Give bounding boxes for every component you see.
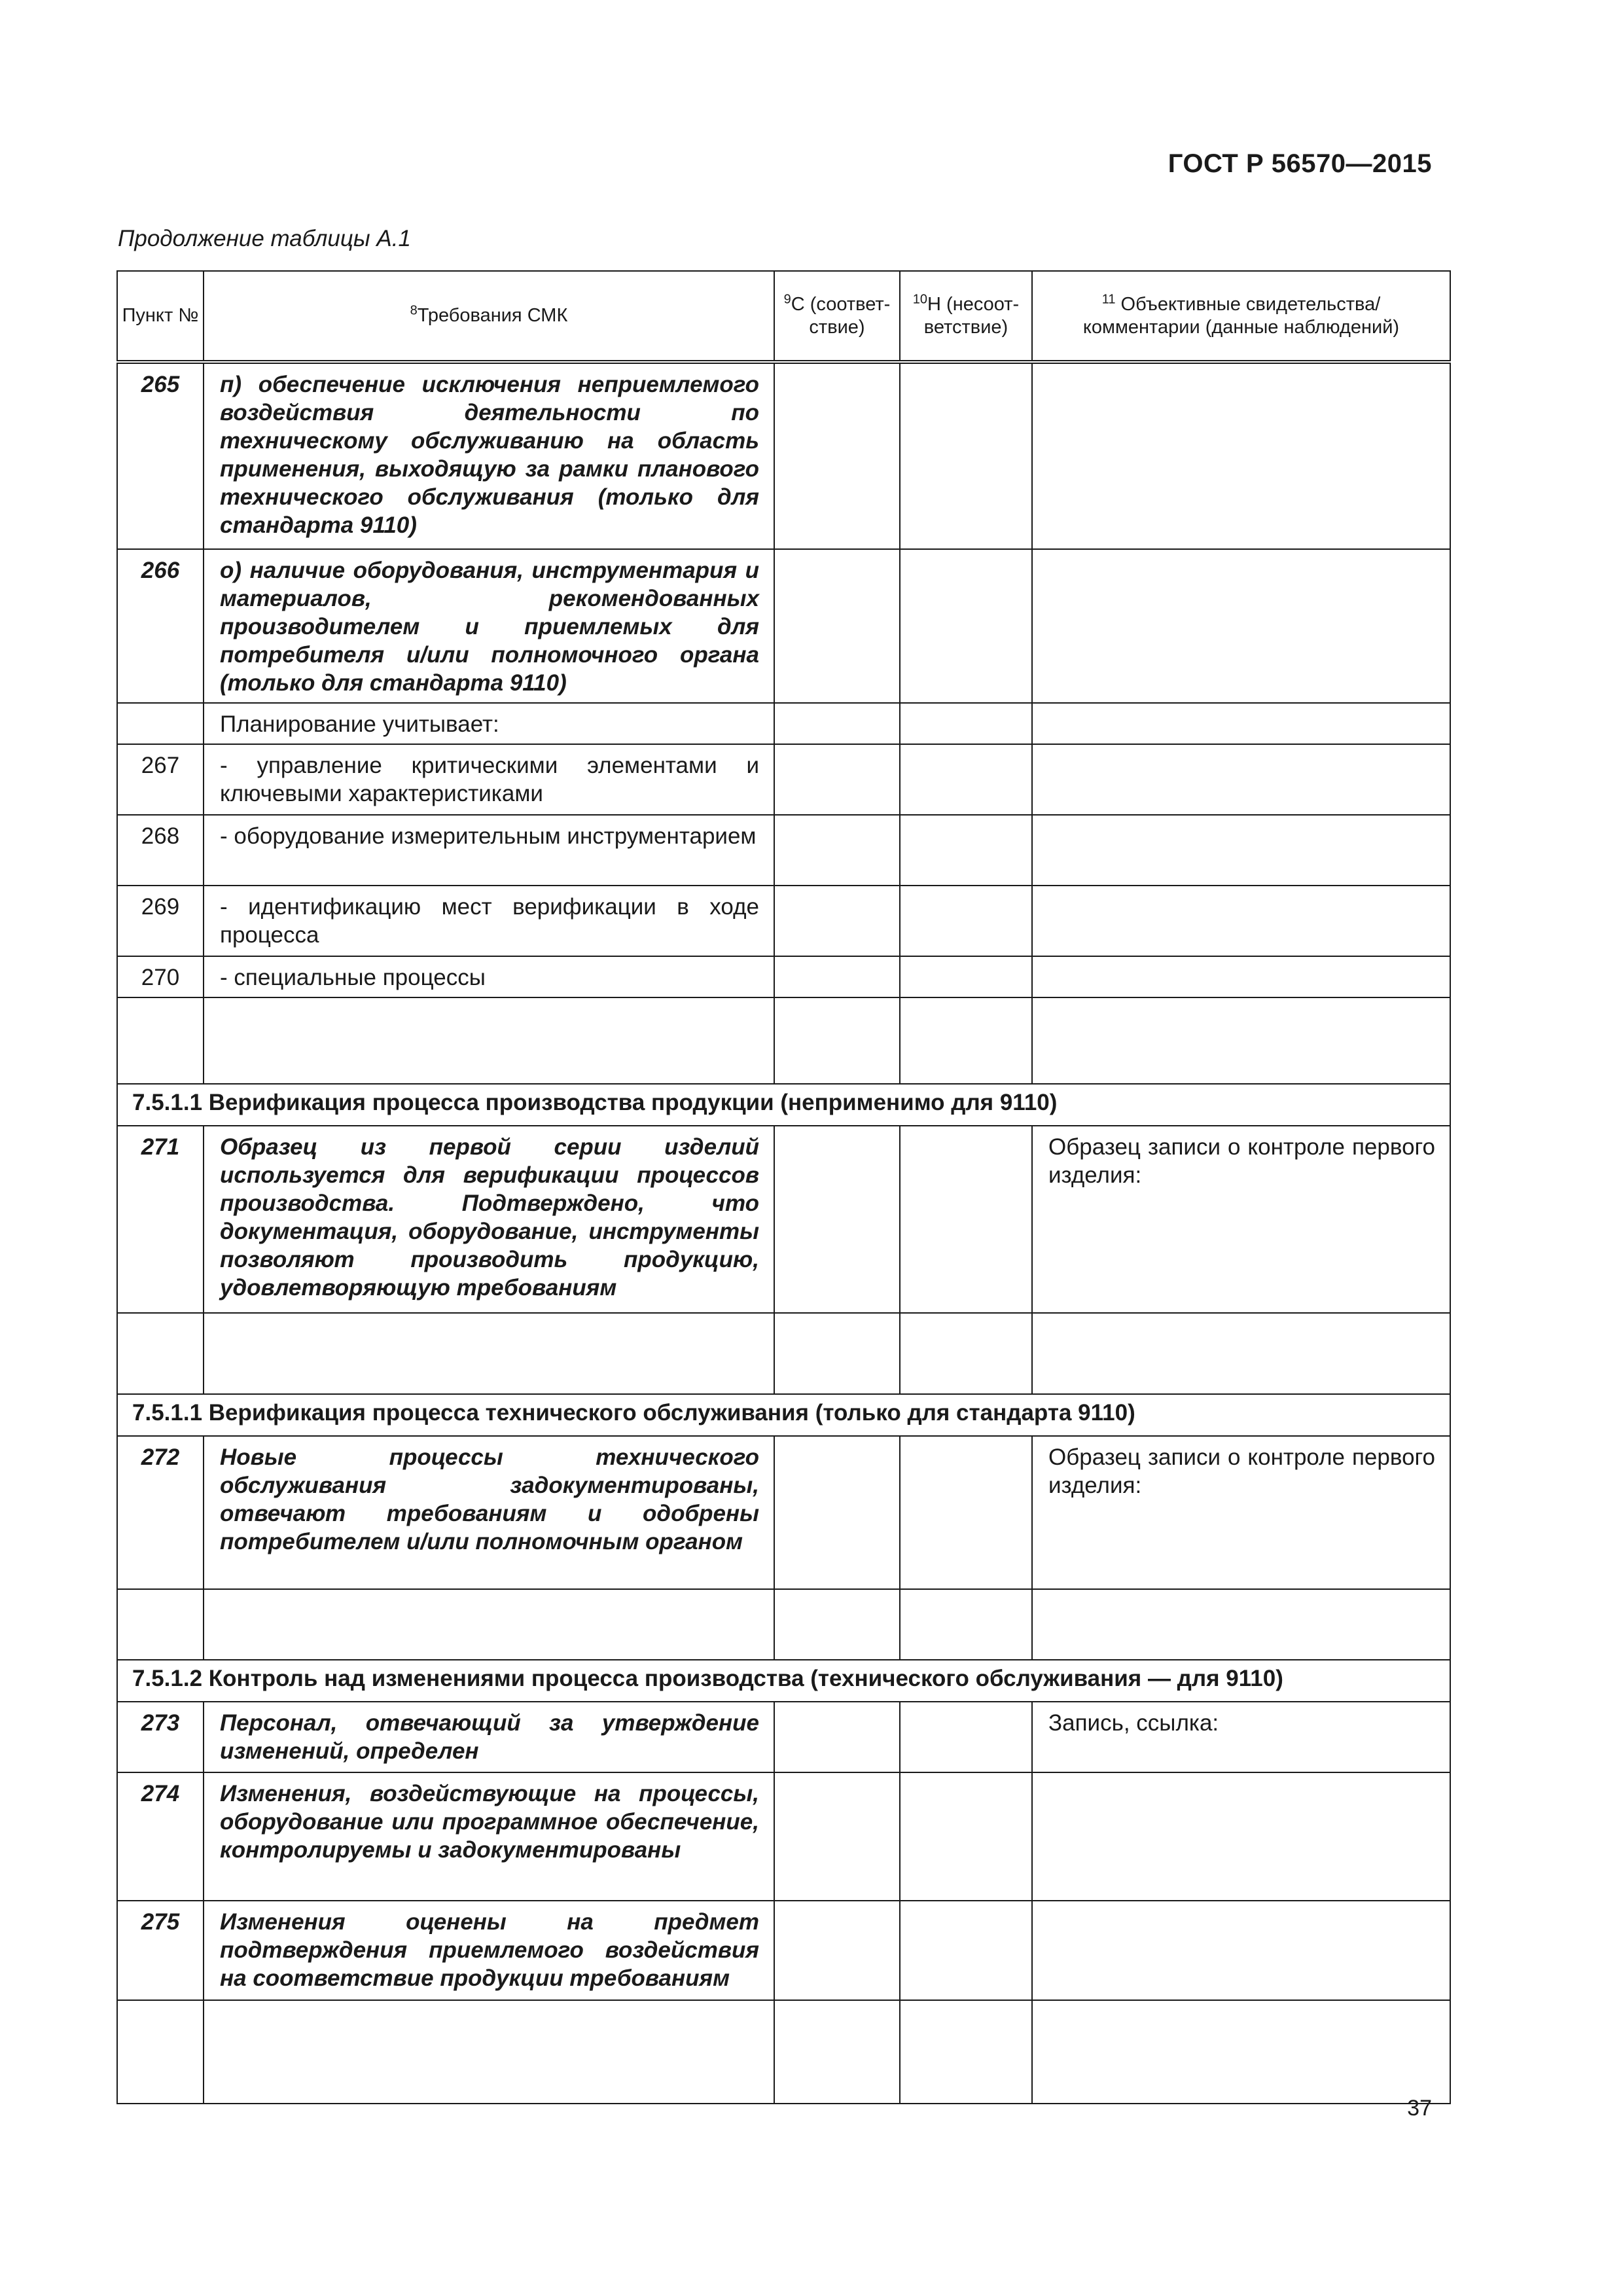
requirement-text <box>204 2000 774 2104</box>
table-row <box>117 815 1450 886</box>
conformity-cell <box>774 1589 900 1660</box>
table-caption: Продолжение таблицы А.1 <box>118 226 411 251</box>
evidence-comment: Образец записи о контроле первого изделия: <box>1032 1126 1450 1313</box>
requirement-text: - идентификацию мест верификации в ходе процесса <box>204 886 774 956</box>
table-row <box>117 1126 1450 1313</box>
table-row <box>117 744 1450 815</box>
requirement-text: Изменения оценены на предмет подтверждения приемлемого воздействия на соответствие продукции требованиям <box>204 1901 774 2000</box>
requirement-text: - управление критическими элементами и ключевыми характеристиками <box>204 744 774 815</box>
nonconformity-cell <box>900 1772 1032 1901</box>
conformity-cell <box>774 362 900 549</box>
requirement-text: Новые процессы технического обслуживания задокументированы, отвечают требованиям и одобрены потребителем и/или полномочным органом <box>204 1436 774 1589</box>
item-number <box>117 703 204 744</box>
empty-row <box>117 2000 1450 2104</box>
nonconformity-cell <box>900 886 1032 956</box>
nonconformity-cell <box>900 1126 1032 1313</box>
conformity-cell <box>774 1901 900 2000</box>
evidence-comment <box>1032 703 1450 744</box>
item-number: 265 <box>117 362 204 549</box>
nonconformity-cell <box>900 549 1032 703</box>
nonconformity-cell <box>900 815 1032 886</box>
requirement-text <box>204 1589 774 1660</box>
nonconformity-cell <box>900 1589 1032 1660</box>
col-header-nonconformity: $^{10}$Н (несоот-ветствие) <box>900 271 1032 362</box>
requirement-text: о) наличие оборудования, инструментария и материалов, рекомендованных производителем и приемлемых для потребителя и/или полномочного органа (только для стандарта 9110) <box>204 549 774 703</box>
conformity-cell <box>774 1126 900 1313</box>
nonconformity-cell <box>900 997 1032 1084</box>
page-number: 37 <box>1407 2096 1432 2121</box>
evidence-comment: Образец записи о контроле первого изделия: <box>1032 1436 1450 1589</box>
item-number <box>117 2000 204 2104</box>
item-number: 269 <box>117 886 204 956</box>
item-number: 268 <box>117 815 204 886</box>
requirement-text <box>204 1313 774 1394</box>
conformity-cell <box>774 956 900 997</box>
item-number: 273 <box>117 1702 204 1772</box>
nonconformity-cell <box>900 2000 1032 2104</box>
col-header-item-number: Пункт № <box>117 271 204 362</box>
table-row <box>117 549 1450 703</box>
section-heading-row <box>117 1084 1450 1126</box>
requirement-text: п) обеспечение исключения неприемлемого воздействия деятельности по техническому обслуживанию на область применения, выходящую за рамки планового технического обслуживания (только для стандарта 9110) <box>204 362 774 549</box>
conformity-cell <box>774 744 900 815</box>
conformity-cell <box>774 2000 900 2104</box>
nonconformity-cell <box>900 1436 1032 1589</box>
item-number <box>117 997 204 1084</box>
section-heading: 7.5.1.1 Верификация процесса технического обслуживания (только для стандарта 9110) <box>117 1394 1450 1436</box>
evidence-comment <box>1032 815 1450 886</box>
evidence-comment: Запись, ссылка: <box>1032 1702 1450 1772</box>
evidence-comment <box>1032 744 1450 815</box>
table-row <box>117 703 1450 744</box>
table-row <box>117 886 1450 956</box>
evidence-comment <box>1032 1313 1450 1394</box>
evidence-comment <box>1032 2000 1450 2104</box>
conformity-cell <box>774 1772 900 1901</box>
requirement-text: Изменения, воздействующие на процессы, оборудование или программное обеспечение, контролируемы и задокументированы <box>204 1772 774 1901</box>
requirement-text: - специальные процессы <box>204 956 774 997</box>
conformity-cell <box>774 815 900 886</box>
evidence-comment <box>1032 362 1450 549</box>
requirement-text <box>204 997 774 1084</box>
evidence-comment <box>1032 886 1450 956</box>
evidence-comment <box>1032 997 1450 1084</box>
nonconformity-cell <box>900 1313 1032 1394</box>
item-number: 271 <box>117 1126 204 1313</box>
table-header-row <box>117 271 1450 362</box>
requirements-table <box>116 270 1451 2104</box>
table-row <box>117 1901 1450 2000</box>
conformity-cell <box>774 549 900 703</box>
nonconformity-cell <box>900 1702 1032 1772</box>
empty-row <box>117 1313 1450 1394</box>
empty-row <box>117 997 1450 1084</box>
conformity-cell <box>774 886 900 956</box>
evidence-comment <box>1032 1589 1450 1660</box>
evidence-comment <box>1032 1772 1450 1901</box>
requirement-text: Образец из первой серии изделий используется для верификации процессов производства. Подтверждено, что документация, оборудование, инструменты позволяют производить продукцию, удовлетворяющую требованиям <box>204 1126 774 1313</box>
conformity-cell <box>774 1313 900 1394</box>
empty-row <box>117 1589 1450 1660</box>
conformity-cell <box>774 703 900 744</box>
table-row <box>117 1702 1450 1772</box>
nonconformity-cell <box>900 744 1032 815</box>
nonconformity-cell <box>900 956 1032 997</box>
conformity-cell <box>774 997 900 1084</box>
section-heading-row <box>117 1660 1450 1702</box>
evidence-comment <box>1032 549 1450 703</box>
item-number <box>117 1313 204 1394</box>
requirement-text: Планирование учитывает: <box>204 703 774 744</box>
col-header-conformity: $^9$С (соответ-ствие) <box>774 271 900 362</box>
item-number: 272 <box>117 1436 204 1589</box>
document-code: ГОСТ Р 56570—2015 <box>1168 149 1432 178</box>
requirement-text: - оборудование измерительным инструментарием <box>204 815 774 886</box>
nonconformity-cell <box>900 1901 1032 2000</box>
table-row <box>117 362 1450 549</box>
conformity-cell <box>774 1436 900 1589</box>
item-number: 270 <box>117 956 204 997</box>
conformity-cell <box>774 1702 900 1772</box>
table-row <box>117 1772 1450 1901</box>
section-heading-row <box>117 1394 1450 1436</box>
item-number: 274 <box>117 1772 204 1901</box>
table-body <box>117 362 1450 2104</box>
item-number: 267 <box>117 744 204 815</box>
col-header-evidence: $^{11}$ Объективные свидетельства/ комментарии (данные наблюдений) <box>1032 271 1450 362</box>
section-heading: 7.5.1.2 Контроль над изменениями процесса производства (технического обслуживания — для 9110) <box>117 1660 1450 1702</box>
col-header-requirements: $^8$Требования СМК <box>204 271 774 362</box>
item-number: 266 <box>117 549 204 703</box>
table-row <box>117 956 1450 997</box>
nonconformity-cell <box>900 362 1032 549</box>
section-heading: 7.5.1.1 Верификация процесса производства продукции (неприменимо для 9110) <box>117 1084 1450 1126</box>
evidence-comment <box>1032 1901 1450 2000</box>
item-number <box>117 1589 204 1660</box>
evidence-comment <box>1032 956 1450 997</box>
nonconformity-cell <box>900 703 1032 744</box>
table-row <box>117 1436 1450 1589</box>
requirement-text: Персонал, отвечающий за утверждение изменений, определен <box>204 1702 774 1772</box>
item-number: 275 <box>117 1901 204 2000</box>
